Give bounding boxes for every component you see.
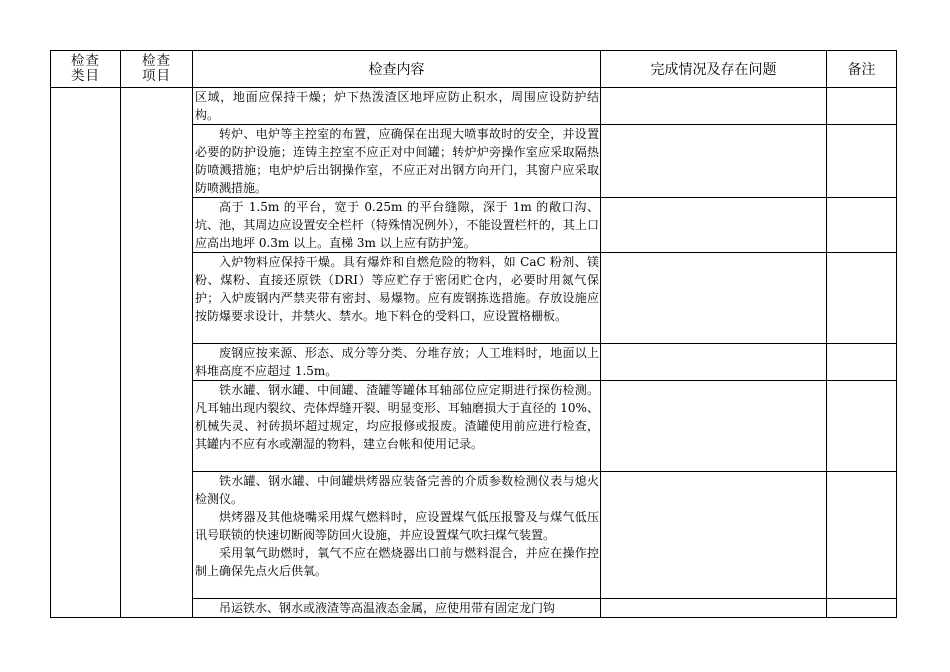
content-paragraph: 区域，地面应保持干燥；炉下热泼渣区地坪应防止积水，周围应设防护结构。: [195, 90, 599, 122]
content-cell: [193, 599, 601, 618]
status-cell[interactable]: [601, 125, 827, 198]
header-category: 检查 类目: [51, 51, 121, 88]
remark-cell[interactable]: [827, 599, 897, 618]
remark-cell[interactable]: [827, 125, 897, 198]
remark-cell[interactable]: [827, 381, 897, 472]
status-cell[interactable]: [601, 253, 827, 344]
status-cell[interactable]: [601, 198, 827, 253]
item-cell: [121, 88, 193, 618]
content-paragraph: 废钢应按来源、形态、成分等分类、分堆存放；人工堆料时，地面以上料堆高度不应超过 1.5m。: [195, 346, 599, 378]
header-content: 检查内容: [193, 51, 601, 88]
content-cell: [193, 381, 601, 472]
content-cell: [193, 344, 601, 381]
status-cell[interactable]: [601, 381, 827, 472]
content-paragraph: 采用氧气助燃时，氧气不应在燃烧器出口前与燃料混合，并应在操作控制上确保先点火后供氧。: [195, 546, 599, 578]
content-cell: [193, 198, 601, 253]
remark-cell[interactable]: [827, 253, 897, 344]
status-cell[interactable]: [601, 599, 827, 618]
content-paragraph: 入炉物料应保持干燥。具有爆炸和自燃危险的物料，如 CaC 粉剂、镁粉、煤粉、直接还原铁（DRI）等应贮存于密闭贮仓内，必要时用氮气保护；入炉废钢内严禁夹带有密封、易爆物。应有废钢拣选措施。存放设施应按防爆要求设计，并禁火、禁水。地下料仓的受料口，应设置格栅板。: [195, 255, 599, 323]
content-paragraph: 高于 1.5m 的平台，宽于 0.25m 的平台缝隙，深于 1m 的敞口沟、坑、池，其周边应设置安全栏杆（特殊情况例外），不能设置栏杆的，其上口应高出地坪 0.3m 以上。直梯 3m 以上应有防护笼。: [195, 200, 599, 250]
header-item: 检查 项目: [121, 51, 193, 88]
status-cell[interactable]: [601, 344, 827, 381]
remark-cell[interactable]: [827, 472, 897, 599]
content-paragraph: 烘烤器及其他烧嘴采用煤气燃料时，应设置煤气低压报警及与煤气低压讯号联锁的快速切断阀等防回火设施，并应设置煤气吹扫煤气装置。: [195, 510, 599, 542]
status-cell[interactable]: [601, 88, 827, 125]
inspection-table: [50, 50, 897, 618]
content-paragraph: 转炉、电炉等主控室的布置，应确保在出现大喷事故时的安全，并设置必要的防护设施；连铸主控室不应正对中间罐；转炉炉旁操作室应采取隔热防喷溅措施；电炉炉后出钢操作室，不应正对出钢方向开门，其窗户应采取防喷溅措施。: [195, 127, 599, 195]
content-cell: [193, 253, 601, 344]
content-cell: [193, 125, 601, 198]
header-row: [51, 51, 897, 88]
remark-cell[interactable]: [827, 88, 897, 125]
remark-cell[interactable]: [827, 198, 897, 253]
category-cell: [51, 88, 121, 618]
content-cell: [193, 88, 601, 125]
content-paragraph: 吊运铁水、钢水或液渣等高温液态金属，应使用带有固定龙门钩: [219, 601, 556, 615]
remark-cell[interactable]: [827, 344, 897, 381]
content-paragraph: 铁水罐、钢水罐、中间罐、渣罐等罐体耳轴部位应定期进行探伤检测。凡耳轴出现内裂纹、壳体焊缝开裂、明显变形、耳轴磨损大于直径的 10%、机械失灵、衬砖损坏超过规定，均应报修或报废。渣罐使用前应进行检查，其罐内不应有水或潮湿的物料，建立台帐和使用记录。: [195, 383, 599, 451]
content-paragraph: 铁水罐、钢水罐、中间罐烘烤器应装备完善的介质参数检测仪表与熄火检测仪。: [195, 474, 599, 506]
header-remark: 备注: [827, 51, 897, 88]
status-cell[interactable]: [601, 472, 827, 599]
header-status: 完成情况及存在问题: [601, 51, 827, 88]
content-cell: [193, 472, 601, 599]
inspection-sheet: [50, 50, 896, 616]
